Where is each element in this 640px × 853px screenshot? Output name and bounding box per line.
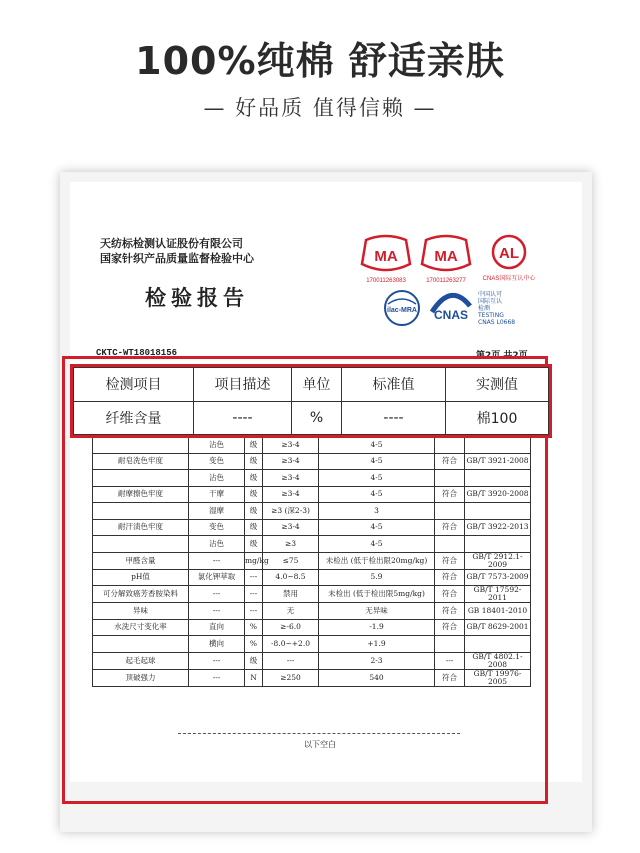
- end-divider: [178, 733, 460, 734]
- end-of-report-note: 以下空白: [304, 740, 336, 749]
- cell-standard: ≥-6.0: [263, 619, 319, 636]
- header-unit: 单位: [292, 368, 342, 402]
- cnas-caption-line: TESTING: [478, 312, 504, 319]
- cma-logo-1-text: MA: [374, 248, 398, 265]
- header-description: 项目描述: [194, 368, 292, 402]
- cell-result: +1.9: [319, 636, 435, 653]
- cell-unit: %: [245, 619, 263, 636]
- cell-standard: ≤75: [263, 552, 319, 569]
- fiber-content-description: ----: [194, 401, 292, 435]
- cell-standard: ≥250: [263, 669, 319, 686]
- cell-unit: N: [245, 669, 263, 686]
- cell-standard: 4.0~8.5: [263, 569, 319, 586]
- cell-description: 变色: [189, 453, 245, 470]
- cell-method: GB/T 4802.1-2008: [465, 652, 531, 669]
- fiber-content-standard: ----: [342, 401, 446, 435]
- table-row: [93, 486, 531, 503]
- cell-description: 干摩: [189, 486, 245, 503]
- table-row: [93, 453, 531, 470]
- test-results-table: [92, 436, 531, 687]
- cell-item: [93, 437, 189, 454]
- cell-standard: -8.0~+2.0: [263, 636, 319, 653]
- fiber-content-value: 棉100: [446, 401, 549, 435]
- cell-judgement: 符合: [435, 569, 465, 586]
- header-standard: 标准值: [342, 368, 446, 402]
- cell-item: 耐摩擦色牢度: [93, 486, 189, 503]
- cell-item: 顶破强力: [93, 669, 189, 686]
- cell-standard: ≥3: [263, 536, 319, 553]
- table-row: [93, 552, 531, 569]
- cnas-caption: [478, 291, 515, 326]
- cell-description: 变色: [189, 519, 245, 536]
- issuer-center: 国家针织产品质量监督检验中心: [100, 252, 254, 265]
- cell-description: 横向: [189, 636, 245, 653]
- cell-unit: 级: [245, 652, 263, 669]
- cell-description: 湿摩: [189, 503, 245, 520]
- issuer-block: [100, 236, 254, 266]
- cell-judgement: [435, 470, 465, 487]
- cell-unit: 级: [245, 536, 263, 553]
- cal-logo: [476, 232, 542, 286]
- ilac-mra-logo: [380, 288, 424, 328]
- cell-item: 起毛起球: [93, 652, 189, 669]
- cell-method: GB/T 3922-2013: [465, 519, 531, 536]
- cell-method: [465, 503, 531, 520]
- table-row: [93, 619, 531, 636]
- cell-description: 直向: [189, 619, 245, 636]
- cma-logo-2-text: MA: [434, 248, 458, 265]
- cell-judgement: [435, 503, 465, 520]
- cell-method: GB/T 17592-2011: [465, 586, 531, 603]
- cell-judgement: ---: [435, 652, 465, 669]
- cell-method: [465, 636, 531, 653]
- cell-method: GB/T 7573-2009: [465, 569, 531, 586]
- header-measured: 实测值: [446, 368, 549, 402]
- cell-description: 沾色: [189, 536, 245, 553]
- page-number: 第2页 共2页: [476, 351, 528, 361]
- cell-method: GB/T 8629-2001: [465, 619, 531, 636]
- cell-item: [93, 503, 189, 520]
- cal-logo-caption: CNAS国际互认中心: [482, 276, 536, 282]
- cell-item: 可分解致癌芳香胺染料: [93, 586, 189, 603]
- cell-unit: 级: [245, 519, 263, 536]
- cell-result: 540: [319, 669, 435, 686]
- cma-logo-2-number: 170011263277: [426, 278, 466, 284]
- cell-unit: 级: [245, 503, 263, 520]
- cell-standard: ≥3 (深2-3): [263, 503, 319, 520]
- cnas-caption-line: 检测: [478, 305, 491, 312]
- table-row: [93, 519, 531, 536]
- subheadline: — 好品质 值得信赖 —: [203, 96, 437, 120]
- cell-judgement: 符合: [435, 619, 465, 636]
- cell-item: 异味: [93, 603, 189, 620]
- cnas-logo: [426, 286, 476, 328]
- cell-unit: ---: [245, 603, 263, 620]
- cell-judgement: [435, 536, 465, 553]
- cell-judgement: 符合: [435, 552, 465, 569]
- table-row: [93, 636, 531, 653]
- fiber-content-label: 纤维含量: [74, 401, 194, 435]
- cell-description: 沾色: [189, 437, 245, 454]
- cell-description: ---: [189, 652, 245, 669]
- cma-logo-2: [416, 236, 476, 286]
- cell-item: 耐汗渍色牢度: [93, 519, 189, 536]
- cell-result: 4-5: [319, 486, 435, 503]
- cell-method: [465, 437, 531, 454]
- cell-result: 未检出 (低于检出限20mg/kg): [319, 552, 435, 569]
- table-row: [93, 437, 531, 454]
- fiber-content-highlight: [70, 364, 552, 438]
- table-row: [93, 669, 531, 686]
- cell-result: 3: [319, 503, 435, 520]
- fiber-content-unit: %: [292, 401, 342, 435]
- cell-result: -1.9: [319, 619, 435, 636]
- cell-description: 氯化钾萃取: [189, 569, 245, 586]
- cell-description: ---: [189, 603, 245, 620]
- cell-unit: ---: [245, 586, 263, 603]
- cal-logo-text: AL: [499, 245, 519, 262]
- cell-judgement: 符合: [435, 603, 465, 620]
- cell-description: ---: [189, 552, 245, 569]
- table-row: [93, 603, 531, 620]
- cell-standard: ≥3-4: [263, 437, 319, 454]
- cell-unit: ---: [245, 569, 263, 586]
- cell-judgement: 符合: [435, 453, 465, 470]
- cell-result: 4-5: [319, 536, 435, 553]
- cell-standard: ---: [263, 652, 319, 669]
- cell-unit: 级: [245, 486, 263, 503]
- cnas-logo-text: CNAS: [433, 308, 469, 322]
- cell-item: pH值: [93, 569, 189, 586]
- cell-result: 未检出 (低于检出限5mg/kg): [319, 586, 435, 603]
- cma-logo-1-number: 170011263083: [366, 278, 406, 284]
- cell-result: 无异味: [319, 603, 435, 620]
- ilac-mra-logo-text: ilac-MRA: [387, 307, 417, 314]
- cnas-caption-line: 国际互认: [478, 298, 503, 305]
- cell-standard: 无: [263, 603, 319, 620]
- table-row: [93, 470, 531, 487]
- cell-standard: ≥3-4: [263, 470, 319, 487]
- cell-result: 4-5: [319, 437, 435, 454]
- cell-standard: ≥3-4: [263, 519, 319, 536]
- cell-unit: mg/kg: [245, 552, 263, 569]
- cell-standard: ≥3-4: [263, 453, 319, 470]
- cell-item: 甲醛含量: [93, 552, 189, 569]
- header-test-item: 检测项目: [74, 368, 194, 402]
- cell-result: 4-5: [319, 453, 435, 470]
- headline: 100%纯棉 舒适亲肤: [135, 39, 505, 83]
- cell-judgement: 符合: [435, 486, 465, 503]
- cell-description: 沾色: [189, 470, 245, 487]
- cma-logo-1: [356, 236, 416, 286]
- table-row: [93, 503, 531, 520]
- report-number: CKTC-WT18018156: [96, 348, 178, 358]
- cell-judgement: 符合: [435, 669, 465, 686]
- cell-unit: %: [245, 636, 263, 653]
- cell-description: ---: [189, 669, 245, 686]
- cell-standard: 禁用: [263, 586, 319, 603]
- cell-item: 耐皂洗色牢度: [93, 453, 189, 470]
- cell-unit: 级: [245, 470, 263, 487]
- cell-result: 5.9: [319, 569, 435, 586]
- cell-judgement: [435, 437, 465, 454]
- table-row: [93, 536, 531, 553]
- cell-method: GB/T 2912.1-2009: [465, 552, 531, 569]
- cell-standard: ≥3-4: [263, 486, 319, 503]
- cell-method: GB 18401-2010: [465, 603, 531, 620]
- table-row: [93, 652, 531, 669]
- cell-method: [465, 470, 531, 487]
- cell-judgement: [435, 636, 465, 653]
- cnas-caption-line: CNAS L0668: [478, 319, 516, 326]
- cell-judgement: 符合: [435, 586, 465, 603]
- cell-method: GB/T 3920-2008: [465, 486, 531, 503]
- cell-description: ---: [189, 586, 245, 603]
- table-row: [93, 569, 531, 586]
- cell-method: GB/T 19976-2005: [465, 669, 531, 686]
- cell-method: [465, 536, 531, 553]
- cell-item: [93, 636, 189, 653]
- cell-item: 水洗尺寸变化率: [93, 619, 189, 636]
- cell-item: [93, 470, 189, 487]
- issuer-name: 天纺标检测认证股份有限公司: [100, 237, 243, 250]
- cnas-caption-line: 中国认可: [478, 291, 503, 298]
- cell-result: 2-3: [319, 652, 435, 669]
- cell-unit: 级: [245, 453, 263, 470]
- cell-result: 4-5: [319, 519, 435, 536]
- cell-item: [93, 536, 189, 553]
- cell-method: GB/T 3921-2008: [465, 453, 531, 470]
- cell-result: 4-5: [319, 470, 435, 487]
- table-row: [93, 586, 531, 603]
- cell-judgement: 符合: [435, 519, 465, 536]
- report-title: 检验报告: [145, 285, 249, 310]
- cell-unit: 级: [245, 437, 263, 454]
